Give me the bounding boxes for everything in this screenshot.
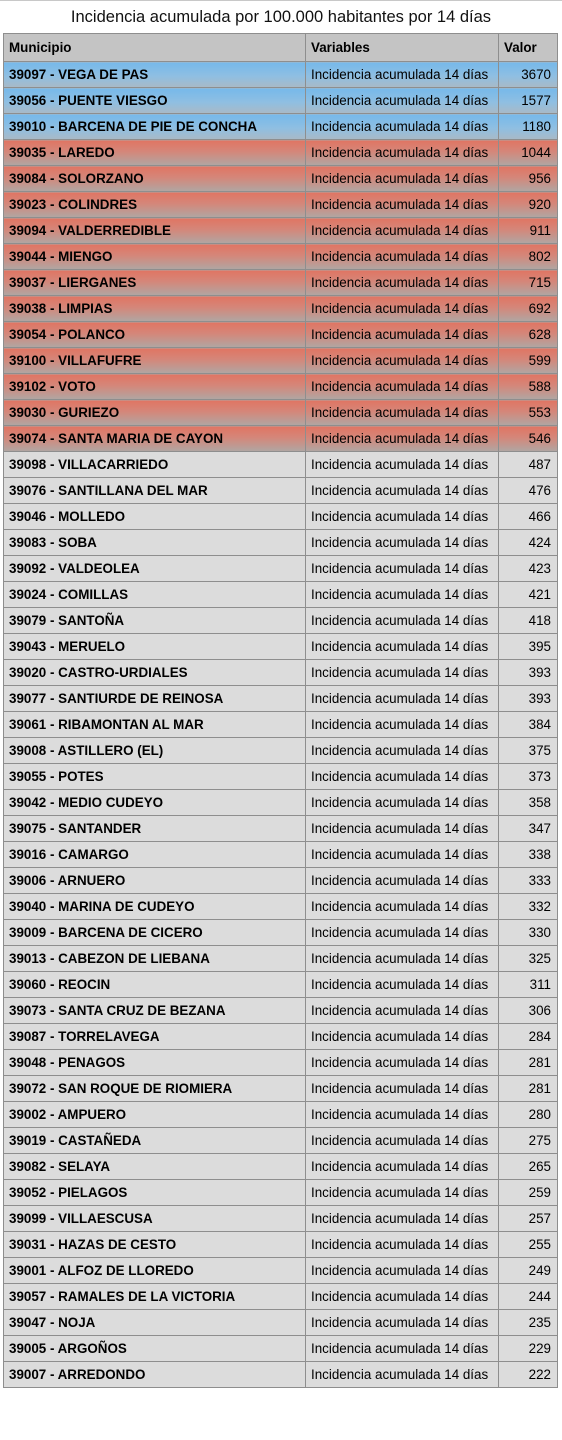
- table-row[interactable]: [4, 244, 558, 270]
- cell-valor: 920: [499, 192, 558, 218]
- cell-variable: Incidencia acumulada 14 días: [306, 296, 499, 322]
- cell-valor: 553: [499, 400, 558, 426]
- table-row[interactable]: [4, 972, 558, 998]
- cell-municipio: 39055 - POTES: [4, 764, 306, 790]
- table-row[interactable]: [4, 478, 558, 504]
- cell-variable: Incidencia acumulada 14 días: [306, 1154, 499, 1180]
- cell-variable: Incidencia acumulada 14 días: [306, 400, 499, 426]
- cell-valor: 281: [499, 1050, 558, 1076]
- cell-municipio: 39061 - RIBAMONTAN AL MAR: [4, 712, 306, 738]
- cell-variable: Incidencia acumulada 14 días: [306, 868, 499, 894]
- cell-municipio: 39019 - CASTAÑEDA: [4, 1128, 306, 1154]
- cell-municipio: 39052 - PIELAGOS: [4, 1180, 306, 1206]
- table-row[interactable]: [4, 790, 558, 816]
- table-row[interactable]: [4, 868, 558, 894]
- cell-valor: 1180: [499, 114, 558, 140]
- cell-valor: 275: [499, 1128, 558, 1154]
- cell-variable: Incidencia acumulada 14 días: [306, 1102, 499, 1128]
- cell-variable: Incidencia acumulada 14 días: [306, 790, 499, 816]
- cell-municipio: 39020 - CASTRO-URDIALES: [4, 660, 306, 686]
- cell-valor: 259: [499, 1180, 558, 1206]
- cell-variable: Incidencia acumulada 14 días: [306, 1180, 499, 1206]
- cell-variable: Incidencia acumulada 14 días: [306, 478, 499, 504]
- cell-variable: Incidencia acumulada 14 días: [306, 556, 499, 582]
- cell-municipio: 39057 - RAMALES DE LA VICTORIA: [4, 1284, 306, 1310]
- cell-variable: Incidencia acumulada 14 días: [306, 218, 499, 244]
- cell-valor: 393: [499, 686, 558, 712]
- cell-valor: 628: [499, 322, 558, 348]
- cell-variable: Incidencia acumulada 14 días: [306, 946, 499, 972]
- column-header-variables[interactable]: Variables: [306, 34, 499, 62]
- table-row[interactable]: [4, 842, 558, 868]
- cell-valor: 306: [499, 998, 558, 1024]
- table-row[interactable]: [4, 426, 558, 452]
- cell-valor: 284: [499, 1024, 558, 1050]
- cell-municipio: 39042 - MEDIO CUDEYO: [4, 790, 306, 816]
- table-row[interactable]: [4, 1362, 558, 1388]
- cell-municipio: 39084 - SOLORZANO: [4, 166, 306, 192]
- cell-valor: 476: [499, 478, 558, 504]
- table-title: Incidencia acumulada por 100.000 habitantes por 14 días: [70, 8, 492, 26]
- table-row[interactable]: [4, 62, 558, 88]
- cell-variable: Incidencia acumulada 14 días: [306, 322, 499, 348]
- cell-municipio: 39102 - VOTO: [4, 374, 306, 400]
- cell-municipio: 39001 - ALFOZ DE LLOREDO: [4, 1258, 306, 1284]
- cell-municipio: 39046 - MOLLEDO: [4, 504, 306, 530]
- cell-variable: Incidencia acumulada 14 días: [306, 998, 499, 1024]
- cell-municipio: 39079 - SANTOÑA: [4, 608, 306, 634]
- cell-variable: Incidencia acumulada 14 días: [306, 1336, 499, 1362]
- cell-variable: Incidencia acumulada 14 días: [306, 426, 499, 452]
- table-row[interactable]: [4, 816, 558, 842]
- cell-municipio: 39087 - TORRELAVEGA: [4, 1024, 306, 1050]
- table-row[interactable]: [4, 608, 558, 634]
- cell-municipio: 39075 - SANTANDER: [4, 816, 306, 842]
- cell-municipio: 39100 - VILLAFUFRE: [4, 348, 306, 374]
- table-row[interactable]: [4, 634, 558, 660]
- table-row[interactable]: [4, 452, 558, 478]
- table-row[interactable]: [4, 1102, 558, 1128]
- cell-valor: 265: [499, 1154, 558, 1180]
- cell-valor: 244: [499, 1284, 558, 1310]
- cell-valor: 333: [499, 868, 558, 894]
- cell-variable: Incidencia acumulada 14 días: [306, 374, 499, 400]
- cell-valor: 599: [499, 348, 558, 374]
- table-row[interactable]: [4, 88, 558, 114]
- cell-municipio: 39037 - LIERGANES: [4, 270, 306, 296]
- cell-municipio: 39072 - SAN ROQUE DE RIOMIERA: [4, 1076, 306, 1102]
- cell-valor: 330: [499, 920, 558, 946]
- table-row[interactable]: [4, 374, 558, 400]
- table-row[interactable]: [4, 582, 558, 608]
- cell-municipio: 39031 - HAZAS DE CESTO: [4, 1232, 306, 1258]
- cell-municipio: 39060 - REOCIN: [4, 972, 306, 998]
- header-row: [4, 34, 558, 62]
- cell-variable: Incidencia acumulada 14 días: [306, 140, 499, 166]
- cell-variable: Incidencia acumulada 14 días: [306, 270, 499, 296]
- cell-municipio: 39002 - AMPUERO: [4, 1102, 306, 1128]
- cell-municipio: 39099 - VILLAESCUSA: [4, 1206, 306, 1232]
- cell-variable: Incidencia acumulada 14 días: [306, 1024, 499, 1050]
- cell-valor: 249: [499, 1258, 558, 1284]
- column-header-valor[interactable]: Valor: [499, 34, 558, 62]
- cell-valor: 332: [499, 894, 558, 920]
- cell-municipio: 39097 - VEGA DE PAS: [4, 62, 306, 88]
- cell-valor: 588: [499, 374, 558, 400]
- cell-valor: 418: [499, 608, 558, 634]
- table-row[interactable]: [4, 1076, 558, 1102]
- cell-variable: Incidencia acumulada 14 días: [306, 686, 499, 712]
- cell-variable: Incidencia acumulada 14 días: [306, 1206, 499, 1232]
- table-row[interactable]: [4, 192, 558, 218]
- cell-variable: Incidencia acumulada 14 días: [306, 1258, 499, 1284]
- table-row[interactable]: [4, 1258, 558, 1284]
- cell-municipio: 39048 - PENAGOS: [4, 1050, 306, 1076]
- cell-valor: 692: [499, 296, 558, 322]
- cell-municipio: 39005 - ARGOÑOS: [4, 1336, 306, 1362]
- cell-municipio: 39008 - ASTILLERO (EL): [4, 738, 306, 764]
- cell-variable: Incidencia acumulada 14 días: [306, 504, 499, 530]
- cell-municipio: 39035 - LAREDO: [4, 140, 306, 166]
- table-row[interactable]: [4, 660, 558, 686]
- table-row[interactable]: [4, 1232, 558, 1258]
- cell-variable: Incidencia acumulada 14 días: [306, 348, 499, 374]
- cell-valor: 257: [499, 1206, 558, 1232]
- cell-municipio: 39013 - CABEZON DE LIEBANA: [4, 946, 306, 972]
- cell-municipio: 39074 - SANTA MARIA DE CAYON: [4, 426, 306, 452]
- cell-municipio: 39076 - SANTILLANA DEL MAR: [4, 478, 306, 504]
- table-row[interactable]: [4, 1310, 558, 1336]
- cell-municipio: 39040 - MARINA DE CUDEYO: [4, 894, 306, 920]
- cell-municipio: 39092 - VALDEOLEA: [4, 556, 306, 582]
- cell-valor: 347: [499, 816, 558, 842]
- cell-valor: 911: [499, 218, 558, 244]
- cell-municipio: 39083 - SOBA: [4, 530, 306, 556]
- cell-valor: 280: [499, 1102, 558, 1128]
- cell-municipio: 39043 - MERUELO: [4, 634, 306, 660]
- table-header: [4, 34, 558, 62]
- table-row[interactable]: [4, 1284, 558, 1310]
- table-row[interactable]: [4, 296, 558, 322]
- table-row[interactable]: [4, 218, 558, 244]
- table-row[interactable]: [4, 738, 558, 764]
- cell-valor: 311: [499, 972, 558, 998]
- table-row[interactable]: [4, 556, 558, 582]
- cell-municipio: 39006 - ARNUERO: [4, 868, 306, 894]
- cell-municipio: 39016 - CAMARGO: [4, 842, 306, 868]
- cell-municipio: 39038 - LIMPIAS: [4, 296, 306, 322]
- cell-valor: 325: [499, 946, 558, 972]
- table-row[interactable]: [4, 1024, 558, 1050]
- cell-municipio: 39094 - VALDERREDIBLE: [4, 218, 306, 244]
- cell-municipio: 39047 - NOJA: [4, 1310, 306, 1336]
- cell-valor: 222: [499, 1362, 558, 1388]
- cell-valor: 487: [499, 452, 558, 478]
- cell-valor: 1577: [499, 88, 558, 114]
- cell-valor: 421: [499, 582, 558, 608]
- cell-valor: 255: [499, 1232, 558, 1258]
- cell-variable: Incidencia acumulada 14 días: [306, 192, 499, 218]
- table-row[interactable]: [4, 686, 558, 712]
- table-row[interactable]: [4, 140, 558, 166]
- cell-municipio: 39098 - VILLACARRIEDO: [4, 452, 306, 478]
- table-row[interactable]: [4, 322, 558, 348]
- cell-variable: Incidencia acumulada 14 días: [306, 634, 499, 660]
- cell-municipio: 39010 - BARCENA DE PIE DE CONCHA: [4, 114, 306, 140]
- table-row[interactable]: [4, 920, 558, 946]
- cell-variable: Incidencia acumulada 14 días: [306, 712, 499, 738]
- cell-valor: 393: [499, 660, 558, 686]
- cell-variable: Incidencia acumulada 14 días: [306, 1284, 499, 1310]
- cell-variable: Incidencia acumulada 14 días: [306, 166, 499, 192]
- table-row[interactable]: [4, 712, 558, 738]
- cell-valor: 358: [499, 790, 558, 816]
- cell-variable: Incidencia acumulada 14 días: [306, 530, 499, 556]
- table-row[interactable]: [4, 764, 558, 790]
- cell-variable: Incidencia acumulada 14 días: [306, 114, 499, 140]
- cell-variable: Incidencia acumulada 14 días: [306, 894, 499, 920]
- cell-municipio: 39030 - GURIEZO: [4, 400, 306, 426]
- table-row[interactable]: [4, 1206, 558, 1232]
- cell-municipio: 39044 - MIENGO: [4, 244, 306, 270]
- cell-valor: 395: [499, 634, 558, 660]
- table-row[interactable]: [4, 946, 558, 972]
- cell-valor: 715: [499, 270, 558, 296]
- table-row[interactable]: [4, 400, 558, 426]
- cell-municipio: 39023 - COLINDRES: [4, 192, 306, 218]
- cell-variable: Incidencia acumulada 14 días: [306, 1310, 499, 1336]
- cell-variable: Incidencia acumulada 14 días: [306, 1050, 499, 1076]
- table-row[interactable]: [4, 530, 558, 556]
- cell-variable: Incidencia acumulada 14 días: [306, 244, 499, 270]
- cell-variable: Incidencia acumulada 14 días: [306, 738, 499, 764]
- cell-variable: Incidencia acumulada 14 días: [306, 764, 499, 790]
- top-rule: [0, 0, 562, 1]
- table-body: [4, 62, 558, 1388]
- table-row[interactable]: [4, 894, 558, 920]
- table-row[interactable]: [4, 114, 558, 140]
- cell-valor: 229: [499, 1336, 558, 1362]
- cell-municipio: 39073 - SANTA CRUZ DE BEZANA: [4, 998, 306, 1024]
- cell-municipio: 39007 - ARREDONDO: [4, 1362, 306, 1388]
- cell-variable: Incidencia acumulada 14 días: [306, 842, 499, 868]
- table-row[interactable]: [4, 1128, 558, 1154]
- cell-valor: 423: [499, 556, 558, 582]
- cell-variable: Incidencia acumulada 14 días: [306, 660, 499, 686]
- table-row[interactable]: [4, 270, 558, 296]
- table-row[interactable]: [4, 998, 558, 1024]
- cell-variable: Incidencia acumulada 14 días: [306, 608, 499, 634]
- table-row[interactable]: [4, 504, 558, 530]
- cell-valor: 802: [499, 244, 558, 270]
- cell-variable: Incidencia acumulada 14 días: [306, 582, 499, 608]
- cell-valor: 338: [499, 842, 558, 868]
- cell-valor: 281: [499, 1076, 558, 1102]
- cell-municipio: 39009 - BARCENA DE CICERO: [4, 920, 306, 946]
- cell-variable: Incidencia acumulada 14 días: [306, 1362, 499, 1388]
- cell-municipio: 39024 - COMILLAS: [4, 582, 306, 608]
- cell-municipio: 39082 - SELAYA: [4, 1154, 306, 1180]
- cell-variable: Incidencia acumulada 14 días: [306, 1076, 499, 1102]
- cell-valor: 956: [499, 166, 558, 192]
- cell-valor: 373: [499, 764, 558, 790]
- cell-valor: 424: [499, 530, 558, 556]
- cell-municipio: 39056 - PUENTE VIESGO: [4, 88, 306, 114]
- cell-valor: 384: [499, 712, 558, 738]
- cell-valor: 1044: [499, 140, 558, 166]
- table-row[interactable]: [4, 1154, 558, 1180]
- cell-variable: Incidencia acumulada 14 días: [306, 62, 499, 88]
- cell-municipio: 39054 - POLANCO: [4, 322, 306, 348]
- cell-variable: Incidencia acumulada 14 días: [306, 972, 499, 998]
- table-row[interactable]: [4, 166, 558, 192]
- cell-valor: 3670: [499, 62, 558, 88]
- cell-variable: Incidencia acumulada 14 días: [306, 816, 499, 842]
- cell-valor: 466: [499, 504, 558, 530]
- table-row[interactable]: [4, 348, 558, 374]
- cell-variable: Incidencia acumulada 14 días: [306, 88, 499, 114]
- cell-municipio: 39077 - SANTIURDE DE REINOSA: [4, 686, 306, 712]
- incidence-table-wrapper: [3, 33, 557, 1388]
- cell-variable: Incidencia acumulada 14 días: [306, 920, 499, 946]
- cell-valor: 375: [499, 738, 558, 764]
- cell-valor: 546: [499, 426, 558, 452]
- incidence-table: [3, 33, 558, 1388]
- cell-variable: Incidencia acumulada 14 días: [306, 1128, 499, 1154]
- cell-variable: Incidencia acumulada 14 días: [306, 1232, 499, 1258]
- cell-variable: Incidencia acumulada 14 días: [306, 452, 499, 478]
- column-header-municipio[interactable]: Municipio: [4, 34, 306, 62]
- table-row[interactable]: [4, 1050, 558, 1076]
- table-row[interactable]: [4, 1180, 558, 1206]
- cell-valor: 235: [499, 1310, 558, 1336]
- table-row[interactable]: [4, 1336, 558, 1362]
